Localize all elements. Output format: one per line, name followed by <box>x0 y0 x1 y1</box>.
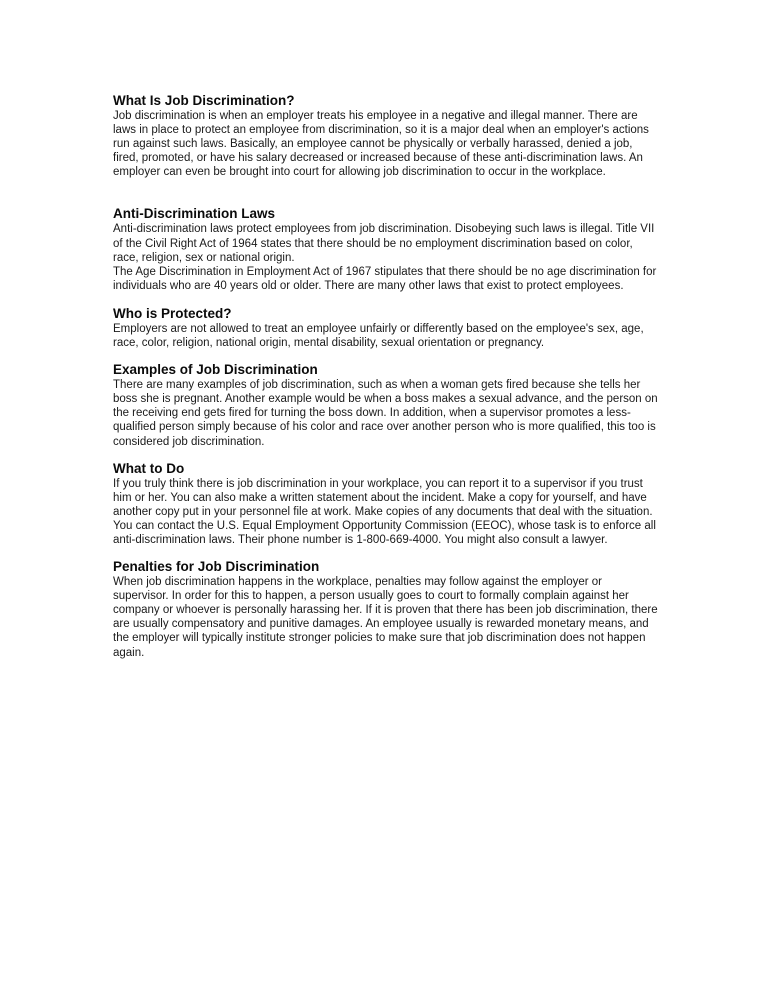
section-heading: Examples of Job Discrimination <box>113 362 318 378</box>
section-penalties-for-job-discrimination <box>113 558 658 660</box>
section-heading: Anti-Discrimination Laws <box>113 206 276 222</box>
section-heading: What to Do <box>113 460 185 476</box>
section-heading: Penalties for Job Discrimination <box>113 559 320 575</box>
section-paragraph: When job discrimination happens in the workplace, penalties may follow against the employer or supervisor. In order for this to happen, a person usually goes to court to formally complain against her company or whoever is personally harassing her. If it is proven that there has been job discrimination, there are usually compensatory and punitive damages. An employee usually is rewarded monetary means, and the employer will typically institute stronger policies to make sure that job discrimination does not happen again. <box>113 576 658 659</box>
section-what-is-job-discrimination <box>113 92 658 179</box>
section-heading: What Is Job Discrimination? <box>113 93 295 108</box>
section-who-is-protected <box>113 305 658 350</box>
section-paragraph: Job discrimination is when an employer treats his employee in a negative and illegal manner. There are laws in place to protect an employee from discrimination, so it is a major deal when an employer's actions run against such laws. Basically, an employee cannot be physically or verbally harassed, denied a job, fired, promoted, or have his salary decreased or increased because of these anti-discrimination laws. An employer can even be brought into court for allowing job discrimination to occur in the workplace. <box>113 110 649 179</box>
section-anti-discrimination-laws <box>113 205 658 292</box>
section-examples-of-job-discrimination <box>113 361 658 448</box>
section-paragraph: Employers are not allowed to treat an employee unfairly or differently based on the employee's sex, age, race, color, religion, national origin, mental disability, sexual orientation or pregnancy. <box>113 322 644 350</box>
section-paragraph: Anti-discrimination laws protect employees from job discrimination. Disobeying such laws is illegal. Title VII of the Civil Right Act of 1964 states that there should be no employment discrimination based on color, race, religion, sex or national origin. <box>113 223 655 264</box>
section-paragraph: There are many examples of job discrimination, such as when a woman gets fired because she tells her boss she is pregnant. Another example would be when a boss makes a sexual advance, and the person on the receiving end gets fired for turning the boss down. In addition, when a supervisor promotes a less-qualified person simply because of his color and race over another person who is more qualified, this too is considered job discrimination. <box>113 379 658 448</box>
section-heading: Who is Protected? <box>113 305 232 321</box>
document-body <box>113 92 658 660</box>
section-what-to-do <box>113 460 658 547</box>
section-paragraph: The Age Discrimination in Employment Act of 1967 stipulates that there should be no age discrimination for individuals who are 40 years old or older. There are many other laws that exist to protect employees. <box>113 265 657 292</box>
section-paragraph: If you truly think there is job discrimination in your workplace, you can report it to a supervisor if you trust him or her. You can also make a written statement about the incident. Make a copy for yourself, and have another copy put in your personnel file at work. Make copies of any documents that deal with the situation. You can contact the U.S. Equal Employment Opportunity Commission (EEOC), whose task is to enforce all anti-discrimination laws. Their phone number is 1-800-669-4000. You might also consult a lawyer. <box>113 477 656 546</box>
